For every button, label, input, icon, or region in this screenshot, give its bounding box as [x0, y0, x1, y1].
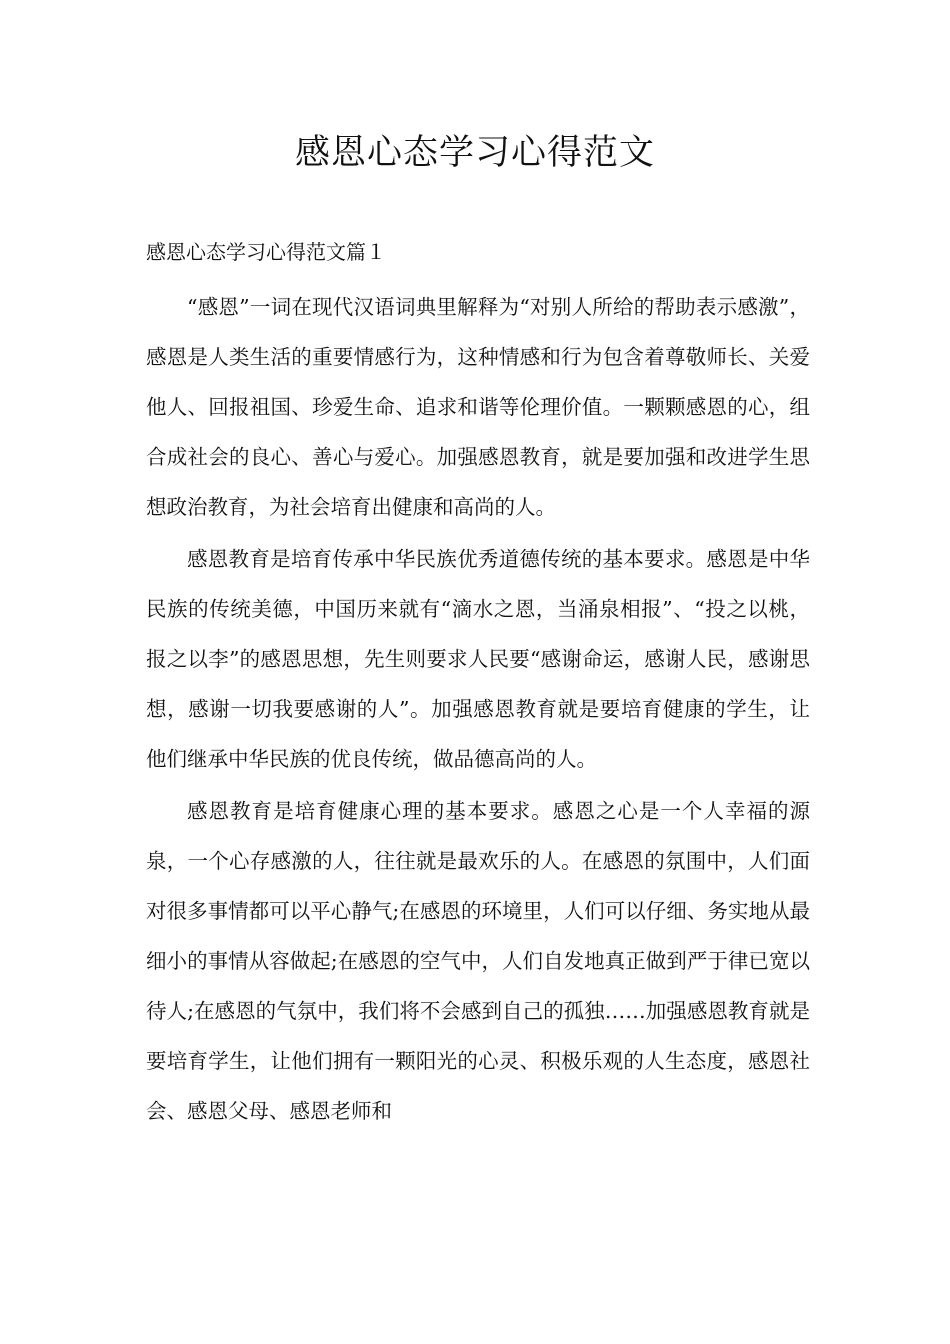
document-body	[146, 282, 810, 1138]
paragraph-1: “感恩”一词在现代汉语词典里解释为“对别人所给的帮助表示感激”，感恩是人类生活的重要情感行为，这种情感和行为包含着尊敬师长、关爱他人、回报祖国、珍爱生命、追求和谐等伦理价值。一颗颗感恩的心，组合成社会的良心、善心与爱心。加强感恩教育，就是要加强和改进学生思想政治教育，为社会培育出健康和高尚的人。	[146, 295, 810, 519]
section-heading: 感恩心态学习心得范文篇１	[146, 240, 386, 264]
paragraph-2: 感恩教育是培育传承中华民族优秀道德传统的基本要求。感恩是中华民族的传统美德，中国历来就有“滴水之恩，当涌泉相报”、“投之以桃，报之以李”的感恩思想，先生则要求人民要“感谢命运，感谢人民，感谢思想，感谢一切我要感谢的人”。加强感恩教育就是要培育健康的学生，让他们继承中华民族的优良传统，做品德高尚的人。	[146, 547, 810, 771]
document-title: 感恩心态学习心得范文	[294, 133, 655, 173]
paragraph-3: 感恩教育是培育健康心理的基本要求。感恩之心是一个人幸福的源泉，一个心存感激的人，往往就是最欢乐的人。在感恩的氛围中，人们面对很多事情都可以平心静气;在感恩的环境里，人们可以仔细、务实地从最细小的事情从容做起;在感恩的空气中，人们自发地真正做到严于律已宽以待人;在感恩的气氛中，我们将不会感到自己的孤独……加强感恩教育就是要培育学生，让他们拥有一颗阳光的心灵、积极乐观的人生态度，感恩社会、感恩父母、感恩老师和	[146, 799, 810, 1123]
